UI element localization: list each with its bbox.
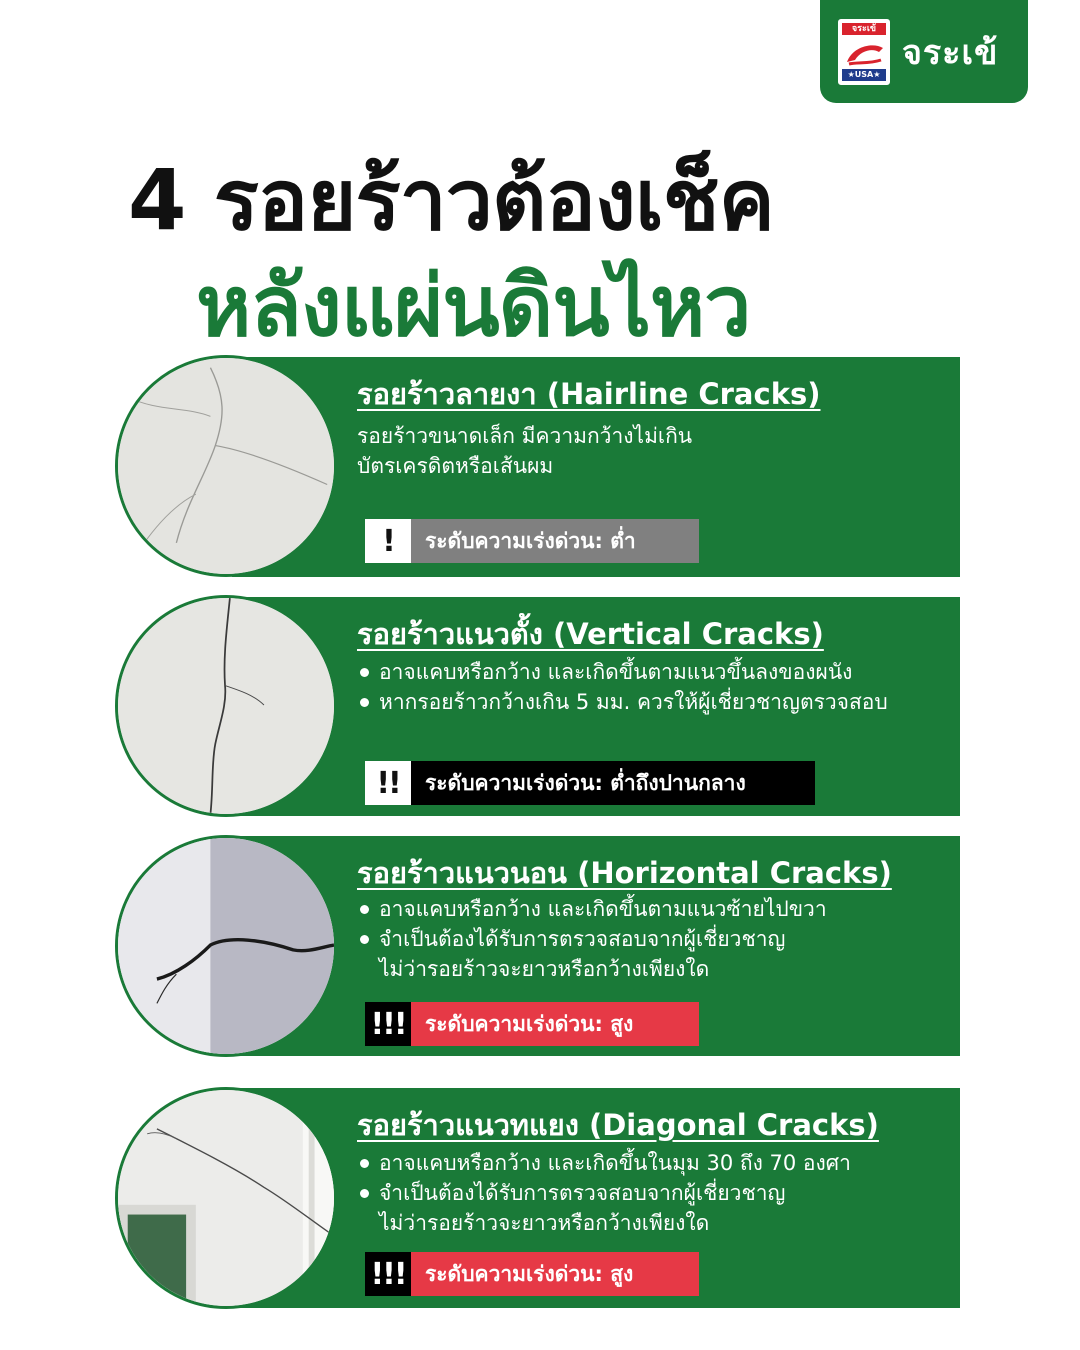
- card-title: รอยร้าวแนวทแยง (Diagonal Cracks): [357, 1108, 879, 1142]
- urgency-badge: [365, 519, 699, 563]
- urgency-label: ระดับความเร่งด่วน: ต่ำ: [411, 519, 699, 563]
- double-exclamation-icon: !!: [365, 761, 411, 805]
- diagonal-crack-photo: [115, 1087, 337, 1309]
- hairline-crack-photo: [115, 355, 337, 577]
- card-title: รอยร้าวแนวนอน (Horizontal Cracks): [357, 856, 892, 890]
- brand-logo: [820, 0, 1028, 103]
- bullet-continuation: ไม่ว่ารอยร้าวจะยาวหรือกว้างเพียงใด: [379, 957, 710, 981]
- urgency-badge: [365, 1252, 699, 1296]
- emblem-top-text: จระเข้: [842, 23, 886, 35]
- urgency-label: ระดับความเร่งด่วน: สูง: [411, 1002, 699, 1046]
- bullet-item: หากรอยร้าวกว้างเกิน 5 มม. ควรให้ผู้เชี่ยวชาญตรวจสอบ: [357, 687, 957, 717]
- urgency-label: ระดับความเร่งด่วน: สูง: [411, 1252, 699, 1296]
- exclamation-icon: !: [365, 519, 411, 563]
- crack-card-diagonal: [232, 1088, 960, 1308]
- urgency-label: ระดับความเร่งด่วน: ต่ำถึงปานกลาง: [411, 761, 815, 805]
- brand-name: จระเข้: [902, 32, 999, 73]
- triple-exclamation-icon: !!!: [365, 1002, 411, 1046]
- triple-exclamation-icon: !!!: [365, 1252, 411, 1296]
- bullet-item: อาจแคบหรือกว้าง และเกิดขึ้นตามแนวซ้ายไปขวา: [357, 894, 957, 924]
- card-description: [357, 421, 957, 481]
- card-title: รอยร้าวลายงา (Hairline Cracks): [357, 377, 821, 411]
- bullet-item: จำเป็นต้องได้รับการตรวจสอบจากผู้เชี่ยวชาญ: [357, 1178, 957, 1208]
- card-description: [357, 1148, 957, 1238]
- card-description: [357, 657, 957, 717]
- description-line: รอยร้าวขนาดเล็ก มีความกว้างไม่เกิน: [357, 424, 693, 448]
- crocodile-emblem-icon: [838, 19, 890, 85]
- bullet-continuation: ไม่ว่ารอยร้าวจะยาวหรือกว้างเพียงใด: [379, 1211, 710, 1235]
- bullet-item: อาจแคบหรือกว้าง และเกิดขึ้นตามแนวขึ้นลงของผนัง: [357, 657, 957, 687]
- crack-card-hairline: [232, 357, 960, 577]
- crack-card-vertical: [232, 597, 960, 816]
- card-title: รอยร้าวแนวตั้ง (Vertical Cracks): [357, 617, 824, 651]
- headline-line-1: 4 รอยร้าวต้องเช็ค: [128, 151, 774, 249]
- description-line: บัตรเครดิตหรือเส้นผม: [357, 454, 554, 478]
- emblem-bottom-text: ★USA★: [842, 69, 886, 81]
- bullet-item: อาจแคบหรือกว้าง และเกิดขึ้นในมุม 30 ถึง 70 องศา: [357, 1148, 957, 1178]
- horizontal-crack-photo: [115, 835, 337, 1057]
- card-description: [357, 894, 957, 984]
- crack-card-horizontal: [232, 836, 960, 1056]
- vertical-crack-photo: [115, 595, 337, 817]
- urgency-badge: [365, 1002, 699, 1046]
- headline-line-2: หลังแผ่นดินไหว: [196, 257, 751, 355]
- bullet-item: จำเป็นต้องได้รับการตรวจสอบจากผู้เชี่ยวชาญ: [357, 924, 957, 954]
- urgency-badge: [365, 761, 815, 805]
